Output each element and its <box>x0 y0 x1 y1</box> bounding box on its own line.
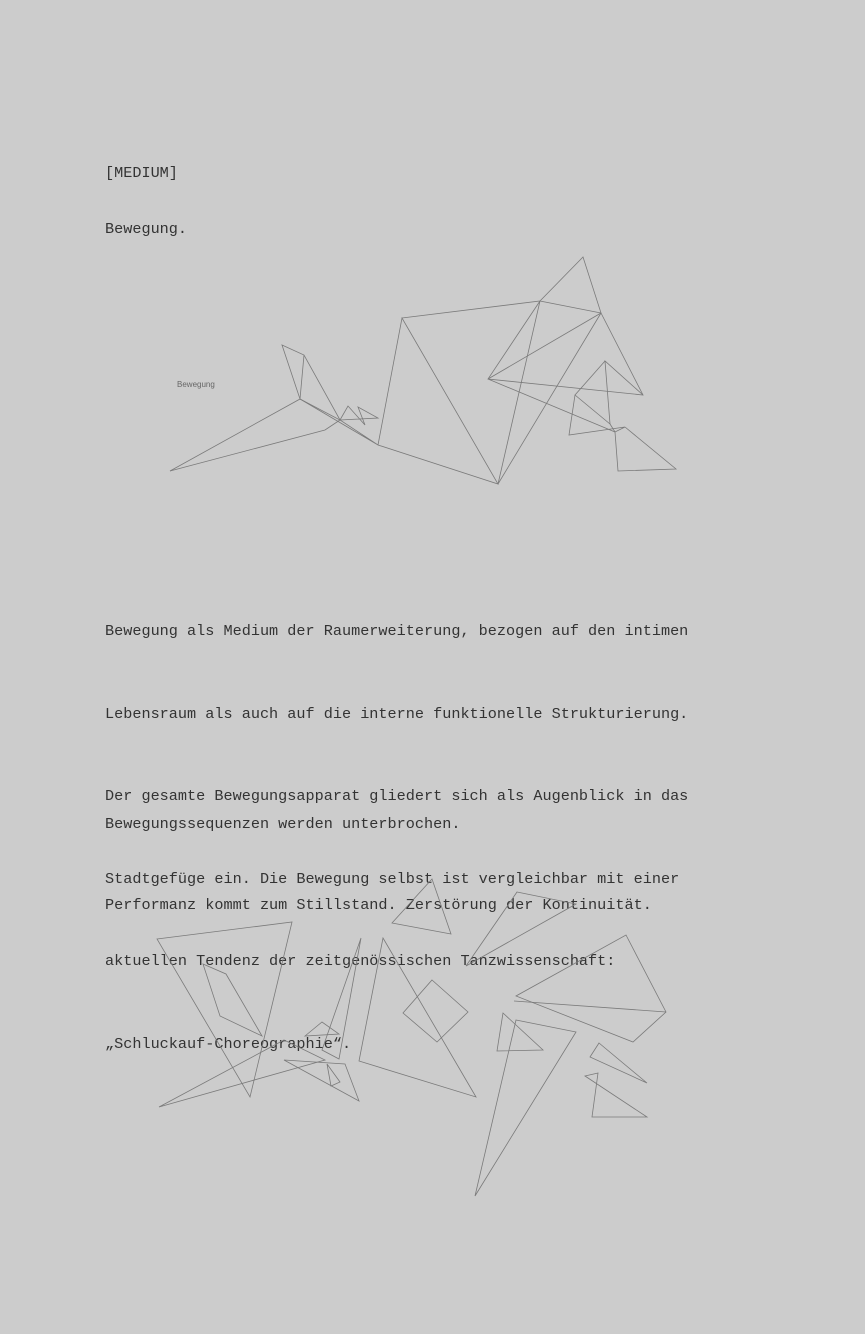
closing-line: Performanz kommt zum Stillstand. Zerstörung der Kontinuität. <box>105 896 652 914</box>
body-line: Stadtgefüge ein. Die Bewegung selbst ist vergleichbar mit einer <box>105 869 680 888</box>
fragmented-polygons-icon <box>157 879 666 1196</box>
figure-label: Bewegung <box>177 380 215 389</box>
body-line: „Schluckauf-Choreographie“. <box>105 1034 352 1053</box>
polygon-wireframe-icon <box>170 257 676 484</box>
closing-line: Bewegungssequenzen werden unterbrochen. <box>105 815 461 833</box>
body-line: Bewegung als Medium der Raumerweiterung, bezogen auf den intimen <box>105 622 689 640</box>
section-title: Bewegung. <box>105 220 188 238</box>
body-line: Lebensraum als auch auf die interne funktionelle Strukturierung. <box>105 704 689 723</box>
polygon-wireframe-figure <box>0 250 865 510</box>
body-line: aktuellen Tendenz der zeitgenössischen Tanzwissenschaft: <box>105 952 616 970</box>
body-line: Der gesamte Bewegungsapparat gliedert sich als Augenblick in das <box>105 787 689 805</box>
fragmented-polygons-figure <box>0 870 865 1210</box>
section-label: [MEDIUM] <box>105 164 178 182</box>
